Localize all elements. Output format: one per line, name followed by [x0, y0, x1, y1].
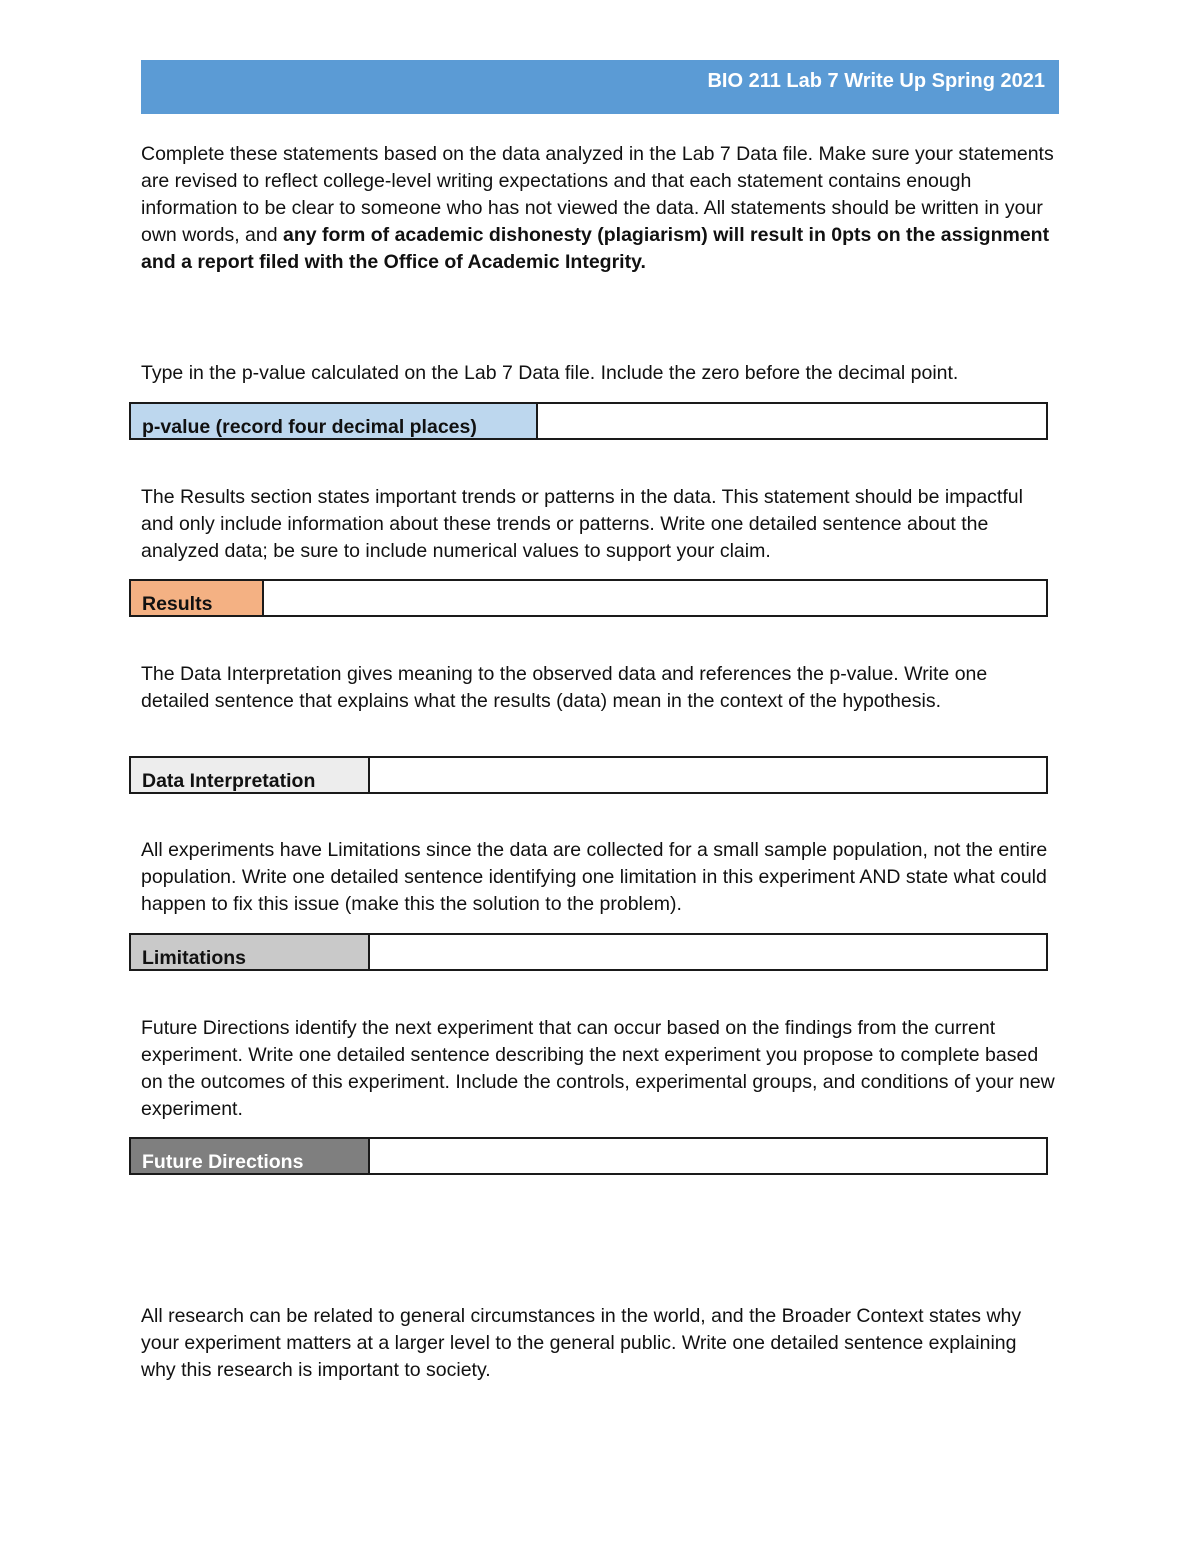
intro-text: Complete these statements based on the data analyzed in the Lab 7 Data file. Make sure your statements are revised to reflect college-level writing expectations and that each statement contains enough information to be clear to someone who has not viewed the data. All statements should be written in your own words, and: [141, 143, 1054, 246]
intro-paragraph: [141, 141, 1056, 276]
limitations-label: Limitations: [131, 935, 370, 969]
pvalue-input[interactable]: [538, 404, 1046, 438]
future-instruction: Future Directions identify the next experiment that can occur based on the findings from the current experiment. Write one detailed sentence describing the next experiment you propose to complete based on the outcomes of this experiment. Include the controls, experimental groups, and conditions of your new experiment.: [141, 1017, 1055, 1120]
pvalue-field-row: [129, 402, 1048, 440]
results-label: Results: [131, 581, 264, 615]
pvalue-label: p-value (record four decimal places): [131, 404, 538, 438]
document-title: BIO 211 Lab 7 Write Up Spring 2021: [707, 70, 1045, 92]
header-bar: [141, 60, 1059, 114]
results-instruction: The Results section states important trends or patterns in the data. This statement should be impactful and only include information about these trends or patterns. Write one detailed sentence about the analyzed data; be sure to include numerical values to support your claim.: [141, 486, 1023, 562]
interpretation-label: Data Interpretation: [131, 758, 370, 792]
limitations-instruction: All experiments have Limitations since the data are collected for a small sample population, not the entire population. Write one detailed sentence identifying one limitation in this experiment AND state what could happen to fix this issue (make this the solution to the problem).: [141, 839, 1048, 915]
interpretation-input[interactable]: [370, 758, 1046, 792]
future-label: Future Directions: [131, 1139, 370, 1173]
future-input[interactable]: [370, 1139, 1046, 1173]
future-field-row: [129, 1137, 1048, 1175]
interpretation-field-row: [129, 756, 1048, 794]
limitations-input[interactable]: [370, 935, 1046, 969]
pvalue-instruction: Type in the p-value calculated on the Lab 7 Data file. Include the zero before the decimal point.: [141, 362, 959, 384]
interpretation-instruction: The Data Interpretation gives meaning to the observed data and references the p-value. Write one detailed sentence that explains what the results (data) mean in the context of the hypothesis.: [141, 663, 988, 712]
results-input[interactable]: [264, 581, 1046, 615]
broader-instruction: All research can be related to general circumstances in the world, and the Broader Context states why your experiment matters at a larger level to the general public. Write one detailed sentence explaining why this research is important to society.: [141, 1305, 1022, 1381]
results-field-row: [129, 579, 1048, 617]
academic-integrity-warning: any form of academic dishonesty (plagiarism) will result in 0pts on the assignment and a report filed with the Office of Academic Integrity.: [141, 224, 1050, 273]
limitations-field-row: [129, 933, 1048, 971]
